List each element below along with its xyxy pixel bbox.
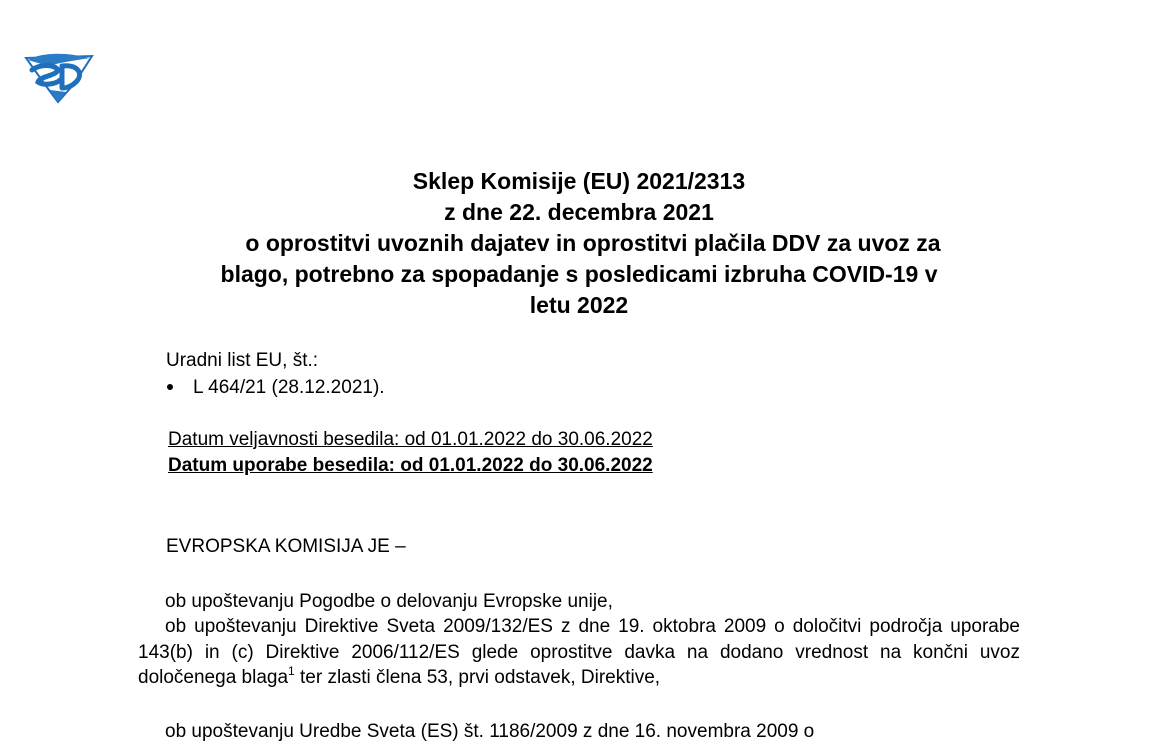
title-line-5: letu 2022 bbox=[529, 292, 629, 318]
paragraph-3 bbox=[138, 719, 1020, 745]
official-journal-label: Uradni list EU, št.: bbox=[166, 350, 319, 371]
paragraph-1-text: ob upoštevanju Pogodbe o delovanju Evropske unije, bbox=[165, 591, 613, 612]
validity-date: Datum veljavnosti besedila: od 01.01.2022 do 30.06.2022 bbox=[168, 429, 653, 450]
paragraph-1 bbox=[138, 589, 1020, 615]
paragraph-2-text-end: ter zlasti člena 53, prvi odstavek, Direktive, bbox=[294, 667, 661, 688]
title-line-2: z dne 22. decembra 2021 bbox=[444, 199, 714, 225]
commission-heading: EVROPSKA KOMISIJA JE – bbox=[166, 536, 406, 557]
footnote-ref[interactable]: 1 bbox=[288, 664, 295, 678]
paragraph-3-text: ob upoštevanju Uredbe Sveta (ES) št. 1186/2009 z dne 16. novembra 2009 o bbox=[165, 721, 815, 742]
paragraph-2-text: ob upoštevanju Direktive Sveta 2009/132/ES z dne 19. oktobra 2009 o določitvi področja uporabe 143(b) in (c) Direktive 2006/112/ES glede oprostitve davka na dodano vrednost na končni uvoz določenega blaga bbox=[138, 616, 1020, 688]
paragraph-2 bbox=[138, 614, 1020, 691]
official-journal-entry: L 464/21 (28.12.2021). bbox=[193, 377, 385, 398]
title-line-1: Sklep Komisije (EU) 2021/2313 bbox=[412, 168, 746, 194]
title-line-4: blago, potrebno za spopadanje s posledicami izbruha COVID-19 v bbox=[220, 261, 938, 287]
title-line-3: o oprostitvi uvoznih dajatev in oprostitvi plačila DDV za uvoz za bbox=[245, 230, 941, 256]
application-date: Datum uporabe besedila: od 01.01.2022 do 30.06.2022 bbox=[168, 455, 653, 476]
sd-shield-logo-icon bbox=[22, 48, 96, 104]
document-title bbox=[150, 166, 1008, 321]
bullet-icon bbox=[167, 384, 173, 390]
